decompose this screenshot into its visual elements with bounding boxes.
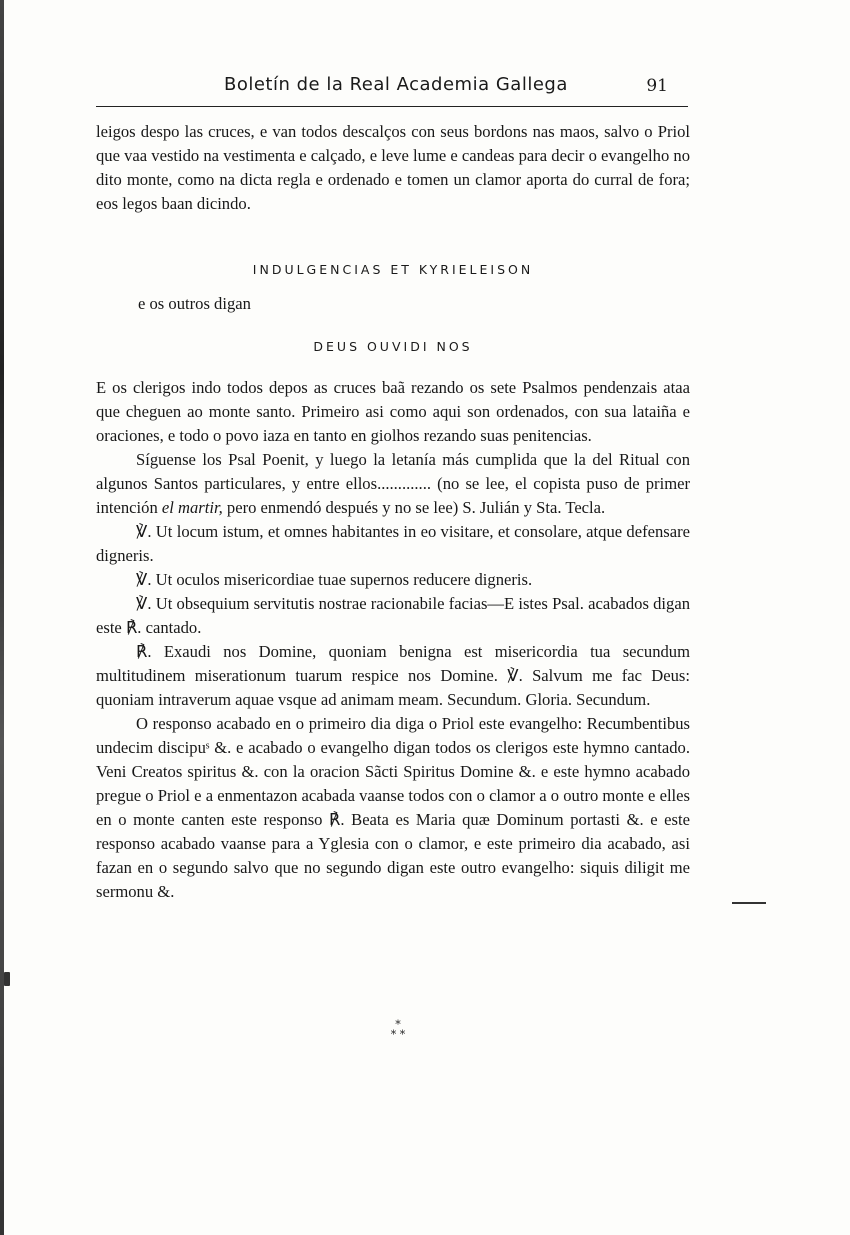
asterism-top: * <box>395 1018 401 1031</box>
versicle-locum: ℣. Ut locum istum, et omnes habitantes in eo visitare, et consolare, atque defensare digneris. <box>96 522 690 565</box>
running-header <box>96 72 688 107</box>
response-exaudi: ℟. Exaudi nos Domine, quoniam benigna est misericordia tua secundum multitudinem miserationum tuarum respice nos Domine. ℣. Salvum me fac Deus: quoniam intraverum aquae vsque ad animam meam. Secundum. Gloria. Secundum. <box>96 642 690 709</box>
heading-indulgencias: INDULGENCIAS ET KYRIELEISON <box>252 262 534 277</box>
line-outros-digan: e os outros digan <box>138 294 251 313</box>
asterism-bottom: * * <box>390 1028 406 1041</box>
opening-paragraph: leigos despo las cruces, e van todos descalços con seus bordons nas maos, salvo o Priol que vaa vestido na vestimenta e calçado, e leve lume e candeas para decir o evangelho no dito monte, como na dicta regla e ordenado e tomen un clamor aporta do curral de fora; eos legos baan dicindo. <box>96 122 690 213</box>
siguense-text-start: Síguense los Psal Poenit, y luego la letanía más cumplida que la del Ritual con algunos Santos particulares, y entre ellos............. (no se lee, el copista puso de primer intención <box>96 450 690 517</box>
asterism-ornament <box>378 1020 418 1040</box>
versicle-oculos: ℣. Ut oculos misericordiae tuae supernos reducere digneris. <box>136 570 533 589</box>
journal-title: Boletín de la Real Academia Gallega <box>224 74 568 95</box>
paragraph-siguense <box>96 448 690 520</box>
edge-tick-mark <box>4 972 10 986</box>
paragraph-responso: O responso acabado en o primeiro dia diga o Priol este evangelho: Recumbentibus undecim discipuˢ &. e acabado o evangelho digan todos os clerigos este hymno cantado. Veni Creatos spiritus &. con la oracion Sãcti Spiritus Domine &. e este hymno acabado pregue o Priol e a enmentazon acabada vaanse todos con o clamor a o outro monte e elles en o monte canten este responso ℟. Beata es Maria quæ Dominum portasti &. e este responso acabado vaanse para a Yglesia con o clamor, e este primeiro dia acabado, asi fazan en o segundo salvo que no segundo digan este outro evangelho: siquis diligit me sermonu &. <box>96 714 690 901</box>
opening-paragraph-block <box>96 120 690 216</box>
page-number: 91 <box>646 76 668 96</box>
siguense-text-end: pero enmendó después y no se lee) S. Julián y Sta. Tecla. <box>222 498 606 517</box>
siguense-italic: el martir, <box>161 498 223 517</box>
versicle-obsequium: ℣. Ut obsequium servitutis nostrae racionabile facias—E istes Psal. acabados digan este ℟. cantado. <box>96 594 690 637</box>
paragraph-clerigos: E os clerigos indo todos depos as cruces baã rezando os sete Psalmos pendenzais ataa que cheguen ao monte santo. Primeiro asi como aqui son ordenados, con sua lataiña e oraciones, e todo o povo iaza en tanto en giolhos rezando suas penitencias. <box>96 378 690 445</box>
heading-deus-ouvidi: DEUS OUVIDI NOS <box>313 339 473 354</box>
margin-pencil-mark <box>732 902 766 904</box>
main-text-block <box>96 376 690 904</box>
page-binding-edge <box>0 0 4 1235</box>
